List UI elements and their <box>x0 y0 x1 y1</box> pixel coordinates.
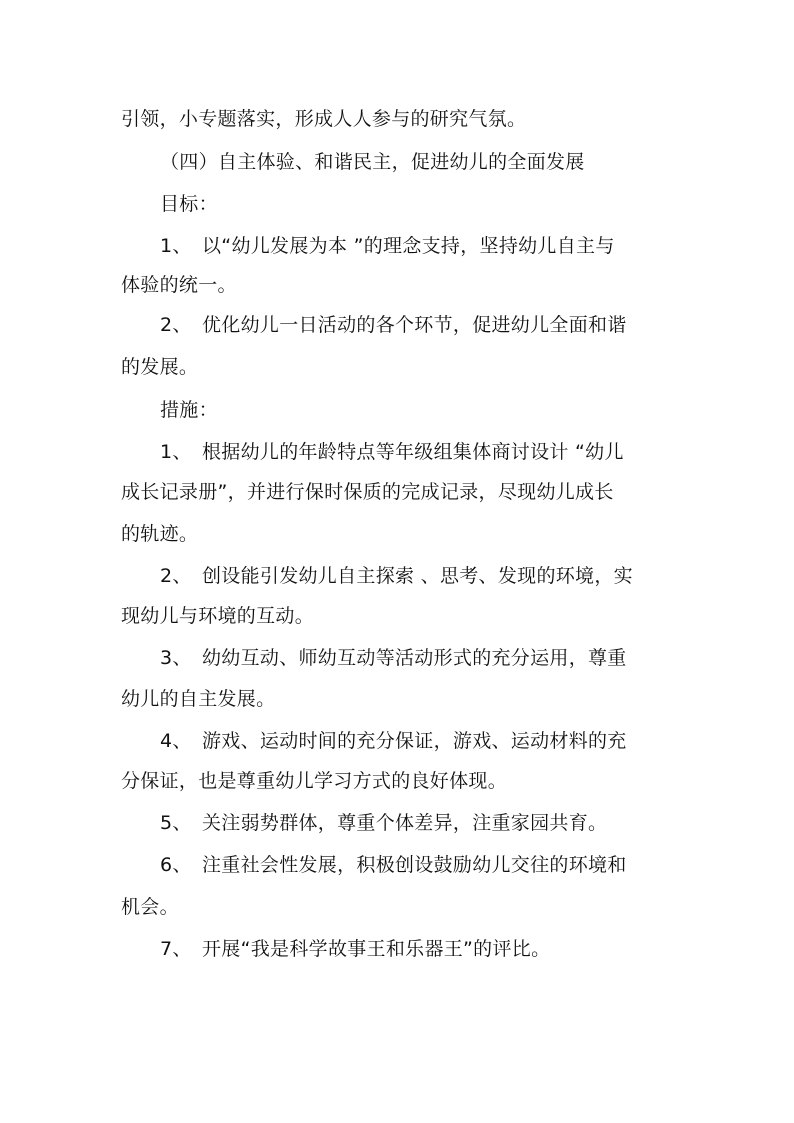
measure-item-1-cont2: 的轨迹。 <box>121 523 199 545</box>
measure-item-1 <box>160 440 624 464</box>
measure-item-3-cont: 幼儿的自主发展。 <box>121 688 276 710</box>
measure-number: 4、 <box>160 730 192 752</box>
continuation-text: 引领，小专题落实，形成人人参与的研究气氛。 <box>121 108 527 130</box>
measure-item-5 <box>160 811 607 835</box>
measure-number: 6、 <box>160 854 192 876</box>
measures-label: 措施： <box>160 399 218 421</box>
goal-number: 1、 <box>160 235 192 257</box>
goals-label: 目标： <box>160 193 218 215</box>
measure-item-1-cont: 成长记录册”，并进行保时保质的完成记录，尽现幼儿成长 <box>121 481 614 503</box>
measure-number: 2、 <box>160 565 192 587</box>
measure-item-6-cont: 机会。 <box>121 896 179 918</box>
measure-text: 注重社会性发展，积极创设鼓励幼儿交往的环境和 <box>202 854 627 876</box>
measure-text: 幼幼互动、师幼互动等活动形式的充分运用，尊重 <box>202 647 627 669</box>
measure-item-3 <box>160 646 627 670</box>
goal-item-2 <box>160 313 627 337</box>
measure-number: 7、 <box>160 938 192 960</box>
measure-item-7 <box>160 937 550 961</box>
measure-item-4-cont: 分保证，也是尊重幼儿学习方式的良好体现。 <box>121 770 508 792</box>
measure-text: 创设能引发幼儿自主探索 、思考、发现的环境，实 <box>202 565 633 587</box>
measure-number: 3、 <box>160 647 192 669</box>
goal-text: 以“幼儿发展为本 ”的理念支持，坚持幼儿自主与 <box>202 235 615 257</box>
measure-text: 关注弱势群体，尊重个体差异，注重家园共育。 <box>202 812 608 834</box>
measure-number: 1、 <box>160 441 192 463</box>
measure-text: 根据幼儿的年龄特点等年级组集体商讨设计 “幼儿 <box>202 441 624 463</box>
goal-item-1 <box>160 234 615 258</box>
section-heading: （四）自主体验、和谐民主，促进幼儿的全面发展 <box>160 151 585 173</box>
goal-number: 2、 <box>160 314 192 336</box>
measure-item-6 <box>160 853 627 877</box>
goal-item-1-cont: 体验的统一。 <box>121 274 237 296</box>
measure-item-2 <box>160 564 633 588</box>
measure-item-2-cont: 现幼儿与环境的互动。 <box>121 605 315 627</box>
measure-text: 游戏、运动时间的充分保证，游戏、运动材料的充 <box>202 730 627 752</box>
goal-item-2-cont: 的发展。 <box>121 356 199 378</box>
measure-number: 5、 <box>160 812 192 834</box>
measure-item-4 <box>160 729 627 753</box>
measure-text: 开展“我是科学故事王和乐器王”的评比。 <box>202 938 551 960</box>
goal-text: 优化幼儿一日活动的各个环节，促进幼儿全面和谐 <box>202 314 627 336</box>
